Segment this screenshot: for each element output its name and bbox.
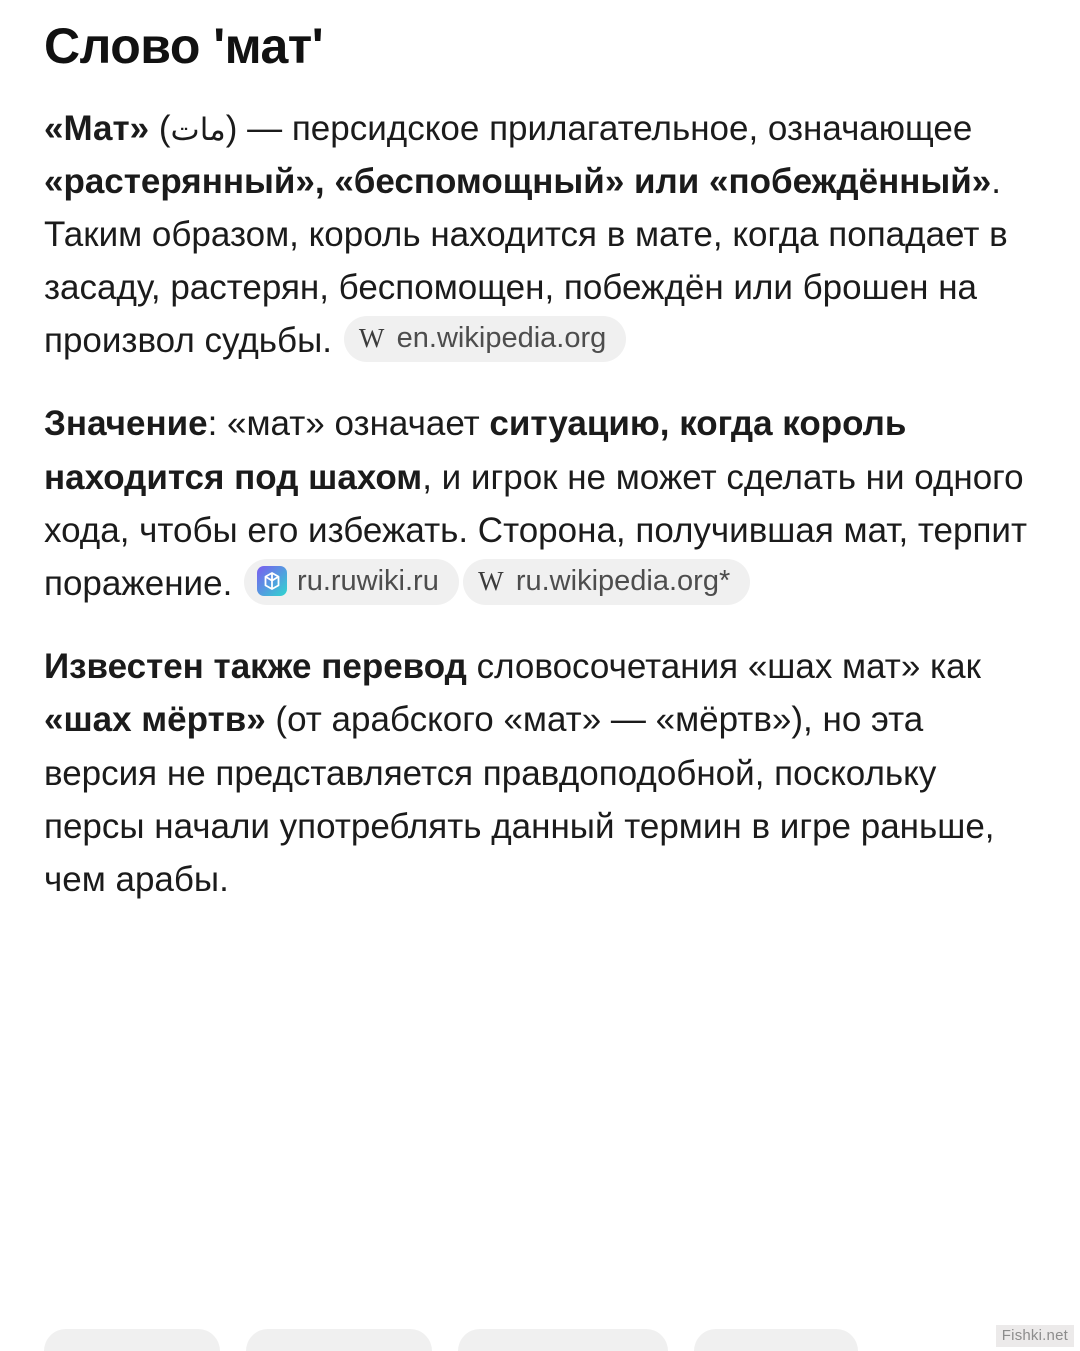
bottom-source-chip-row bbox=[44, 1329, 858, 1351]
ruwiki-icon bbox=[257, 566, 287, 596]
emphasis-text: Известен также перевод bbox=[44, 647, 467, 687]
body-text: ) — персидское прилагательное, означающее bbox=[225, 108, 973, 148]
emphasis-text: «Мат» bbox=[44, 108, 150, 148]
wikipedia-w-icon: W bbox=[358, 323, 385, 354]
paragraph-meaning-checkmate bbox=[44, 397, 1036, 610]
emphasis-text: ситуацию, когда король находится под шахом bbox=[44, 404, 907, 497]
wikipedia-w-icon: W bbox=[478, 566, 504, 597]
source-chip-label: ru.ruwiki.ru bbox=[297, 564, 439, 597]
paragraph-definition-persian bbox=[44, 102, 1036, 368]
body-text: , и игрок не может сделать ни одного хода, чтобы его избежать. Сторона, получившая мат, терпит поражение. bbox=[44, 457, 1027, 603]
source-chip[interactable] bbox=[463, 559, 750, 605]
source-chip[interactable] bbox=[344, 316, 627, 362]
source-chip-label: ru.wikipedia.org* bbox=[515, 564, 731, 597]
body-text: . Таким образом, король находится в мате, когда попадает в засаду, растерян, беспомощен, побеждён или брошен на произвол судьбы. bbox=[44, 161, 1008, 361]
source-chip[interactable] bbox=[244, 559, 459, 605]
body-text: ( bbox=[149, 108, 171, 148]
source-chip-label: en.wikipedia.org bbox=[396, 322, 607, 355]
emphasis-text: «шах мёртв» bbox=[44, 700, 266, 740]
body-text: словосочетания «шах мат» как bbox=[466, 647, 981, 687]
paragraph-arabic-translation bbox=[44, 640, 1036, 906]
emphasis-text: «растерянный», «беспомощный» или «побеждённый» bbox=[44, 161, 992, 201]
source-chip-partial[interactable] bbox=[458, 1329, 668, 1351]
article-body bbox=[44, 102, 1036, 907]
source-chip-partial[interactable] bbox=[694, 1329, 858, 1351]
source-chip-partial[interactable] bbox=[44, 1329, 220, 1351]
page-title: Слово 'мат' bbox=[44, 18, 324, 74]
body-text: : «мат» означает bbox=[207, 404, 490, 444]
watermark: Fishki.net bbox=[996, 1325, 1074, 1347]
emphasis-text: Значение bbox=[44, 404, 208, 444]
arabic-word: مات bbox=[170, 111, 226, 148]
source-chip-partial[interactable] bbox=[246, 1329, 432, 1351]
body-text: (от арабского «мат» — «мёртв»), но эта версия не представляется правдоподобной, поскольку персы начали употреблять данный термин в игре раньше, чем арабы. bbox=[44, 700, 995, 899]
